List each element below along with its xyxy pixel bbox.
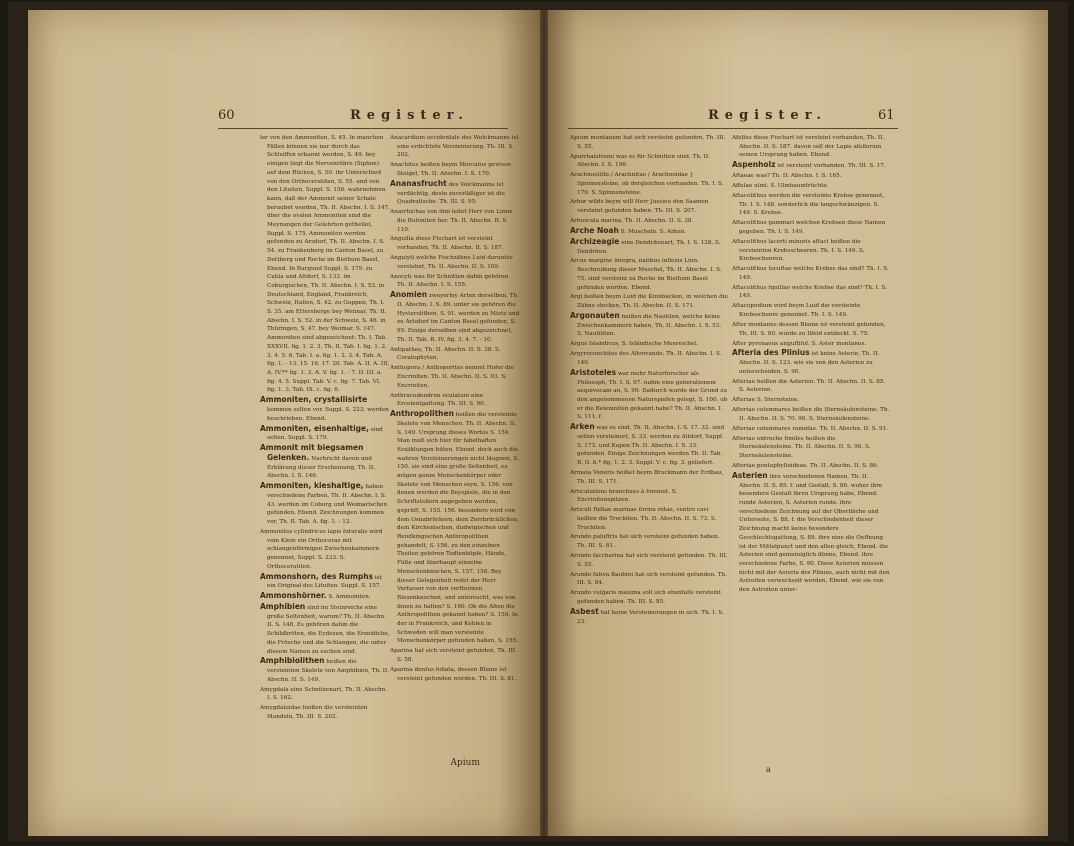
index-entry: [732, 238, 890, 264]
entry-headword: Archizeagie: [570, 236, 620, 246]
entry-headword: Aspenholz: [732, 160, 776, 170]
entry-text: Anguilla diese Fischart ist versteint vorhanden, Th. II. Abschn. II. S. 187.: [390, 236, 504, 252]
index-entry: [390, 235, 520, 252]
right-page: [548, 10, 1048, 836]
entry-headword: Amphibien: [260, 602, 306, 612]
index-entry: [570, 293, 728, 310]
left-column-1: [260, 134, 390, 746]
entry-headword: Ammoniten, kieshaltige,: [260, 481, 364, 491]
entry-text: Aftacolithus lacerti minoris aftaci heißen die versteinten Krebsscheeren. Th. I. S. 149. S. Krebsscheeren.: [732, 238, 865, 263]
entry-text: Anocyti was für Schnitten dahin gehören. Th. II. Abschn. I. S. 155.: [390, 273, 511, 289]
index-entry: [390, 392, 520, 409]
entry-text: Aparina denfus foliata, dessen Blume ist versteint gefunden worden. Th. III. S. 81.: [390, 666, 517, 682]
index-entry: [570, 312, 728, 339]
entry-text: Aporrhaisfosmi was es für Schnitten sind. Th. II. Abschn. I. S. 196.: [570, 153, 710, 169]
entry-text: Anarrhichas von ihm leitet Herr von Linne die Bufoniten her. Th. II. Abschn. II. S. 110.: [390, 209, 513, 233]
entry-text: Arachnoolithi / Arachnitae / Arachnoidae } Spinnensteine, ob dergleichen vorhanden. Th. I. S. 179. S. Spinnensteine.: [570, 172, 724, 196]
index-entry: [390, 647, 520, 664]
index-entry: [732, 378, 890, 395]
index-entry: [570, 153, 728, 170]
left-column-2: [390, 134, 520, 746]
index-entry: [390, 134, 520, 160]
entry-text: Afteriae pentaphylloideae. Th. II. Abschn. II. S. 86.: [732, 462, 879, 469]
book-spread: [8, 2, 1068, 842]
index-entry: [260, 592, 390, 602]
index-entry: [260, 704, 390, 721]
index-entry: [732, 134, 890, 160]
index-entry: [570, 171, 728, 197]
signature-mark: a: [766, 765, 771, 774]
entry-headword: Ananasfrucht: [390, 178, 447, 188]
index-entry: [260, 134, 390, 395]
entry-text: Antipathes, Th. II. Abschn. II. S. 38. S. Ceratophyten.: [390, 346, 501, 362]
entry-text: Afteriae columnares ramofae. Th. II. Abschn. II. S. 91.: [732, 425, 889, 432]
index-entry: [260, 657, 390, 684]
entry-text: Aparina hat sich versteint gefunden, Th. III. S. 58.: [390, 648, 517, 664]
index-entry: [732, 425, 890, 434]
index-entry: [570, 488, 728, 505]
right-head-rule: [568, 128, 898, 129]
left-page: [28, 10, 540, 836]
entry-text: ist keine Asterie, Th. II. Abschn. II. S. 123. wie sie von den Asterien zu unterscheiden. S. 90.: [739, 351, 880, 375]
entry-text: ler von den Ammoniten, S. 45. In manchen Fällen können sie nur durch das Schleiffen erkannt werden, S. 49. bey einigen liegt die Nervenröhre (Siphon) auf dem Rücken, S. 50. ihr Unterschied von den Orthoceratiten, S. 55. und von den Lituiten, Suppl. S. 156. wahrnehmen kann, daß der Ammonit seiner Schale beraubet worden, Th. II. Abschn. I. S. 147. über die ovalen Ammoniten sind die Meynungen der Gelehrten getheilet, Suppl. S. 175. Ammoniten werden gefunden zu Arsdorf, Th. II. Abschn. I. S. 54. zu Frankenberg im Canton Basel, zu Dettberg und Roche im Bisthum Basel, Ebend. In Burgund Suppl. S. 179. zu Cahla und Altdorf, S. 133. im Coburgischen, Th. II. Abschn. I. S. 53. in Deutschland, England, Frankreich, Schweiz, Italien, S. 42. zu Guppen, Th. I. S. 35. am Ettersberge bey Weimar, Th. II. Abschn. I. S. 52. in der Schweiz, S. 46. in Thüringen, S. 47. bey Weimar, S. 147. Ammoniten sind abgezeichnet: Th. I. Tab. XXXVII. fig. 1. 2. 3. Th. II. Tab. I. fig. 1. 2. 3. 4. 5. 6. Tab. I. a. fig. 1. 2. 3. 4. Tab. A. fig. 1. - 13. 15. 16. 17. 20. Tab. A. II. A. III. A. IV.** fig. 1. 3. A. V. fig. 1. - 7. D. III. a. fig. 4. 5. Suppl. Tab. V. c. fig. 7. Tab. VI. fig. 1. 3. Tab. IX. c. fig. 6.: [260, 135, 390, 394]
entry-headword: Arche Noah: [570, 225, 619, 235]
index-entry: [570, 198, 728, 215]
index-entry: [570, 506, 728, 532]
entry-text: ist versteint vorhanden. Th. III. S. 17.: [777, 163, 886, 170]
entry-text: Afellus diese Fischart ist versteint vorhanden, Th. II. Abschn. II. S. 187. davon soll der Lapis afellorum seinen Ursprung haben. Ebend.: [732, 135, 885, 159]
index-entry: [390, 208, 520, 234]
entry-text: Argus Islandicus, S. Isländische Meereichel.: [570, 341, 698, 348]
entry-headword: Ammoniten, eisenhaltige,: [260, 423, 369, 433]
entry-headword: Ammonit mit biegsamen Gelenken.: [260, 443, 364, 462]
index-entry: [260, 603, 390, 656]
index-entry: [732, 340, 890, 349]
entry-text: Afteriae columnares heißen die Sternsäulensteine. Th. II. Abschn. II. S. 70. 90. S. Sternsäulensteine.: [732, 407, 890, 422]
entry-headword: Anomien: [390, 290, 428, 300]
index-entry: [260, 686, 390, 703]
left-running-head: Register.: [350, 108, 469, 123]
index-entry: [260, 573, 390, 591]
index-entry: [570, 217, 728, 226]
index-entry: [570, 533, 728, 550]
index-entry: [570, 340, 728, 349]
entry-text: Amygdala eine Schnitzenart, Th. II. Abschn. I. S. 162.: [260, 686, 388, 702]
entry-text: Anacardium occidentale des Wolckmanns ist eine erdichtete Versteinerung. Th. III. S. 202.: [390, 135, 519, 159]
entry-text: hat keine Versteinerungen in sich. Th. I. S. 23.: [577, 609, 724, 625]
index-entry: [390, 410, 520, 646]
index-entry: [570, 350, 728, 367]
index-entry: [732, 349, 890, 376]
entry-text: eine Dendritenart, Th. I. S. 128. S. Dendriten.: [577, 239, 721, 255]
entry-text: haben verschiedene Farben, Th. II. Abschn. I. S. 43. werden im Coburg und Weimarischen gefunden. Ebend. Zeichnungen kommen vor, Th. II. Tab. A. fig. 1. - 12.: [267, 484, 388, 525]
index-entry: [570, 571, 728, 588]
index-entry: [570, 608, 728, 626]
right-running-head: Register.: [708, 108, 827, 123]
entry-text: ist ein Original des Lituiten. Suppl. S. 157.: [267, 574, 382, 590]
entry-text: Nachricht davon und Erklärung dieser Erscheinung, Th. II. Abschn. I. S. 146.: [267, 455, 376, 480]
index-entry: [732, 219, 890, 236]
entry-text: heißen die versteinten Skelete von Amphibien, Th. II. Abschn. II. S. 149.: [267, 659, 390, 683]
index-entry: [570, 227, 728, 237]
entry-text: Argi heißen beym Luid die Kinnbacken, in welchen die Zähne stecken, Th. II. Abschn. II. S. 171.: [570, 294, 728, 310]
entry-text: Ammonites cylindricus lapis futuralis wird vom Klein ein Orthoceras mit schlangenförmigen Zwischenkammern genennet, Suppl. S. 233. S. Orthoceratiten.: [260, 528, 383, 570]
index-entry: [390, 291, 520, 344]
entry-text: Anthracodendron oculatum eine Ercelentgattung. Th. III. S. 90.: [390, 392, 486, 408]
catchword: Apium: [450, 758, 480, 768]
entry-text: Aftacolithus werden die versteinte Krebse genennet, Th. I. S. 148. sonderlich die langschwänzigen. S. 149. S. Krebse.: [732, 192, 885, 217]
right-page-number: 61: [878, 108, 895, 123]
entry-text: Anguiyti welche Fischzähne Luid darunter verstehet, Th. II. Abschn. II. S. 109.: [390, 255, 513, 270]
entry-text: S. Muscheln. S. Arken.: [620, 228, 687, 235]
index-entry: [260, 444, 390, 481]
entry-text: Apium montanum hat sich versteint gefunden, Th. III. S. 55.: [570, 135, 726, 150]
index-entry: [390, 364, 520, 390]
entry-text: Arbuscula marina. Th. II. Abschn. II. S. 38.: [570, 218, 694, 225]
index-entry: [732, 182, 890, 191]
entry-text: zweyerley Arten derselben. Th. II. Abschn. I. S. 89. unter sie gehören die Hysterolithen, S. 91. werden zu Mietz und zu Arlsdorf im Canton Basel gefunden, S. 95. Einige derselben sind abgezeichnet, Th. II. Tab. B. IV. fig. 3. 4. 7. - 10.: [397, 293, 520, 343]
index-entry: [570, 589, 728, 606]
entry-headword: Asterien: [732, 470, 768, 480]
left-head-rule: [218, 128, 508, 129]
entry-headword: Amphibiolithen: [260, 656, 325, 666]
entry-text: After pyrenaeus anguftifol. S. Aster montanus.: [732, 340, 867, 347]
entry-headword: Argonauten: [570, 311, 620, 321]
entry-text: Arundo vulgaris maxima soll sich ebenfalls versteint gefunden haben. Th. III. S. 85.: [570, 590, 722, 605]
entry-text: Aftaeae was? Th. II. Abschn. I. S. 165.: [732, 173, 842, 180]
index-entry: [260, 425, 390, 443]
entry-text: kommen selten vor. Suppl. S. 223. werden beschrieben. Ebend.: [267, 406, 389, 422]
index-entry: [732, 192, 890, 218]
right-column-2: [732, 134, 890, 746]
entry-headword: Aristoteles: [570, 367, 617, 377]
entry-text: Argyroconchites des Altrovando, Th. II. Abschn. I. S. 140.: [570, 351, 722, 366]
entry-text: Articulations branchues à fommet. S. Encrinitenspitzen.: [570, 488, 678, 504]
entry-text: war mehr Naturforscher als Philosoph, Th. I. S. 97. nahm eine generationem aequivocam an, S. 99. Dadurch wurde der Grund zu den angenommenen Naturspielen gelegt, S. 100. ob er die Belemniten gekannt habe? Th. II. Abschn. I. S. 111. f.: [577, 370, 728, 421]
index-entry: [732, 406, 890, 423]
entry-headword: Asbest: [570, 606, 599, 616]
index-entry: [390, 273, 520, 290]
entry-headword: Afteria des Plinius: [732, 348, 810, 358]
entry-text: Aftacolithus fquillae welche Krebse das sind? Th. I. S. 149.: [732, 284, 888, 300]
entry-text: ihre verschiedenen Namen, Th. II. Abschn. II. S. 85. f. und Gestalt, S. 86. woher ihre besondere Gestalt ihren Ursprung habe, Ebend. runde Asterien, S. Asterien runde. ihre verschiedene Zeichnung auf der Oberfläche und Unterseite, S. 88. f. die Verschiedenheit dieser Zeichnung macht keine besondere Geschlechtsgattung, S. 89. ihre eine die Oeffnung ist der Mittelpunct und den allen gleich, Ebend. die Asterien sind gemeiniglich dünne, Ebend. ihre verschiedene Farbe, S. 90. Diese Asterien müssen nicht mit der Asteria des Plinius, auch nicht mit den Astroiten verwechselt werden, Ebend. wie sie von den Astroiten unter-: [739, 473, 890, 594]
index-entry: [390, 161, 520, 178]
entry-text: After montanus dessen Blume ist versteint gefunden, Th. III. S. 80. wurde zu Ilfeld entdeckt. S. 75.: [732, 321, 886, 337]
entry-headword: Ammoniten, crystallisirte: [260, 395, 368, 405]
entry-text: Affulae ulmi. S. Ulmbaumfrüchte.: [732, 183, 829, 190]
entry-text: Aftacolithus locuftae welche Krebse das sind? Th. I. S. 149.: [732, 266, 889, 281]
index-entry: [570, 257, 728, 292]
entry-text: was es sind, Th. II. Abschn. I. S. 17. 32. sind selten versteinert, S. 33. werden zu Altdorf, Suppl. S. 173. und Kapen Th. II. Abschn. I. S. 33. gefunden. Einige Zeichnungen werden Th. II. Tab. B. II. b.* fig. 1. 2. 3. Suppl. V. c. fig. 3. geliefert.: [577, 425, 725, 467]
index-entry: [732, 472, 890, 595]
entry-headword: Ammonshörner.: [260, 591, 327, 601]
index-entry: [260, 396, 390, 423]
index-entry: [732, 161, 890, 171]
entry-text: Arundo paluftris hat sich versteint gefunden haben. Th. III. S. 81.: [570, 534, 720, 550]
entry-text: Arundo faccharina hat sich versteint gefunden. Th. III. S. 55.: [570, 553, 728, 568]
index-entry: [732, 435, 890, 461]
entry-text: Amygdaloidae heißen die versteinten Mandeln, Th. III. S. 202.: [260, 705, 368, 721]
index-entry: [570, 469, 728, 486]
entry-text: Afteriae S. Sternsteine.: [732, 397, 800, 404]
entry-headword: Anthropolithen: [390, 409, 454, 419]
index-entry: [570, 134, 728, 151]
index-entry: [732, 265, 890, 282]
index-entry: [570, 238, 728, 256]
entry-text: Armata Veneris heißet beym Bruckmann der Erdbau, Th. III. S. 171.: [570, 469, 724, 485]
index-entry: [390, 666, 520, 683]
index-entry: [390, 346, 520, 363]
index-entry: [732, 396, 890, 405]
entry-text: Arbor wilds beym will Herr Jussieu den Saamen versteint gefunden haben. Th. III. S. 207.: [570, 199, 709, 215]
entry-text: sind im Steinreiche eine große Seltenheit, warum? Th. II. Abschn. II. S. 148. Es gehören dahin die Schildkröten, die Eydexen, die Erzeidiche, die Frösche und die Schlangen, die unter diesem Namen zu suchen sind.: [267, 605, 390, 655]
entry-text: Anthopora / Anthoporites nennet Hofer die Encriniten. Th. II. Abschn. II. S. 93. S. Encriniten.: [390, 365, 514, 389]
index-entry: [732, 172, 890, 181]
entry-text: Arundo fativa Bauhini hat sich versteint gefunden. Th. III. S. 84.: [570, 571, 728, 587]
entry-headword: Arken: [570, 422, 595, 432]
index-entry: [732, 284, 890, 301]
entry-text: Articuli ftellae marinae forma rotae, centro cavi heißen die Trochiten. Th. II. Abschn. II. S. 73. S. Trochiten.: [570, 507, 717, 531]
entry-text: heißen die Nautilen, welche keine Zwischenkammern haben, Th. II. Abschn. I. S. 53. S. Nautiliten.: [577, 314, 722, 338]
entry-text: Aftacolithus gammari welchen Krebsen diese Namen gegeben. Th. I. S. 149.: [732, 220, 886, 235]
index-entry: [732, 462, 890, 471]
entry-text: Afteriae heißen die Asterien. Th. II. Abschn. II. S. 85. S. Asterien.: [732, 378, 886, 394]
left-page-number: 60: [218, 108, 235, 123]
index-entry: [570, 552, 728, 569]
index-entry: [260, 528, 390, 572]
index-entry: [570, 423, 728, 468]
right-column-1: [570, 134, 728, 746]
entry-text: Aftacopodium wird beym Luid die versteinte Krebsscheere genennet. Th. I. S. 149.: [732, 303, 861, 319]
entry-headword: Ammonshorn, des Rumphs: [260, 571, 374, 581]
entry-text: Arcus margine integra, natibus inflexis Linn. Beschreibung dieser Muschel, Th. II. Abschn. I. S. 75. sind versteint zu Roche im Bisthum Basel gefunden worden. Ebend.: [570, 258, 722, 291]
entry-text: Afteriae entrocho fimiles heißen die Sternsäulensteine. Th. II. Abschn. II. S. 90. S. Sternsäulensteine.: [732, 435, 871, 460]
index-entry: [732, 302, 890, 319]
entry-text: Anachites heißen beym Mercatus gewisse Steigel, Th. II. Abschn. I. S. 170.: [390, 162, 512, 177]
entry-text: des Volckmanns ist verdächtig, desto zuverläßiger ist die Quadratische. Th. III. S. 95.: [397, 181, 505, 206]
index-entry: [390, 254, 520, 271]
index-entry: [390, 180, 520, 207]
index-entry: [732, 321, 890, 338]
index-entry: [260, 482, 390, 527]
index-entry: [570, 369, 728, 422]
entry-text: S. Ammoniten.: [328, 594, 371, 601]
entry-text: sind selten. Suppl. S. 179.: [267, 426, 383, 442]
entry-text: heißen die versteinte Skelete von Menschen. Th. II. Abschn. II. S. 149. Ursprung dieses Wortes S. 154. Man muß sich hier für fabelhaften Erzählungen hüten, Ebend. doch auch die wahren Versteinerungen nicht läugnen, S. 150. sie sind eine große Seltenheit, es mögen ganze Menschenkörper oder Skelete von Menschen seyn, S. 156. von denen werden die Beyspiele, die in den Schriftstellern angegeben werden, geprüft, S. 155. 156. besonders wird von dem Osnabrückern, dem Zerrbrücklichen, dem Kirchenischen, dudwigischen und Rendkingischen Anthropolithen gehandelt, S. 156. zu den einzelnen Theilen gehören Todtenköpfe, Hände, Füße und überhaupt einzelne Menschenknochen, S. 157. 158. Bey dieser Gelegenheit redet der Herr Verfasser von den verfteinten Riesenknochen, und untersucht, was von ihnen zu halten? S. 160. Ob die Alten die Anthropolithen gekannt haben? S. 159. In der in Frankreich, und Kohlen in Schweden will man versteinte Menschenkörper gefunden haben, S. 155.: [397, 412, 519, 645]
